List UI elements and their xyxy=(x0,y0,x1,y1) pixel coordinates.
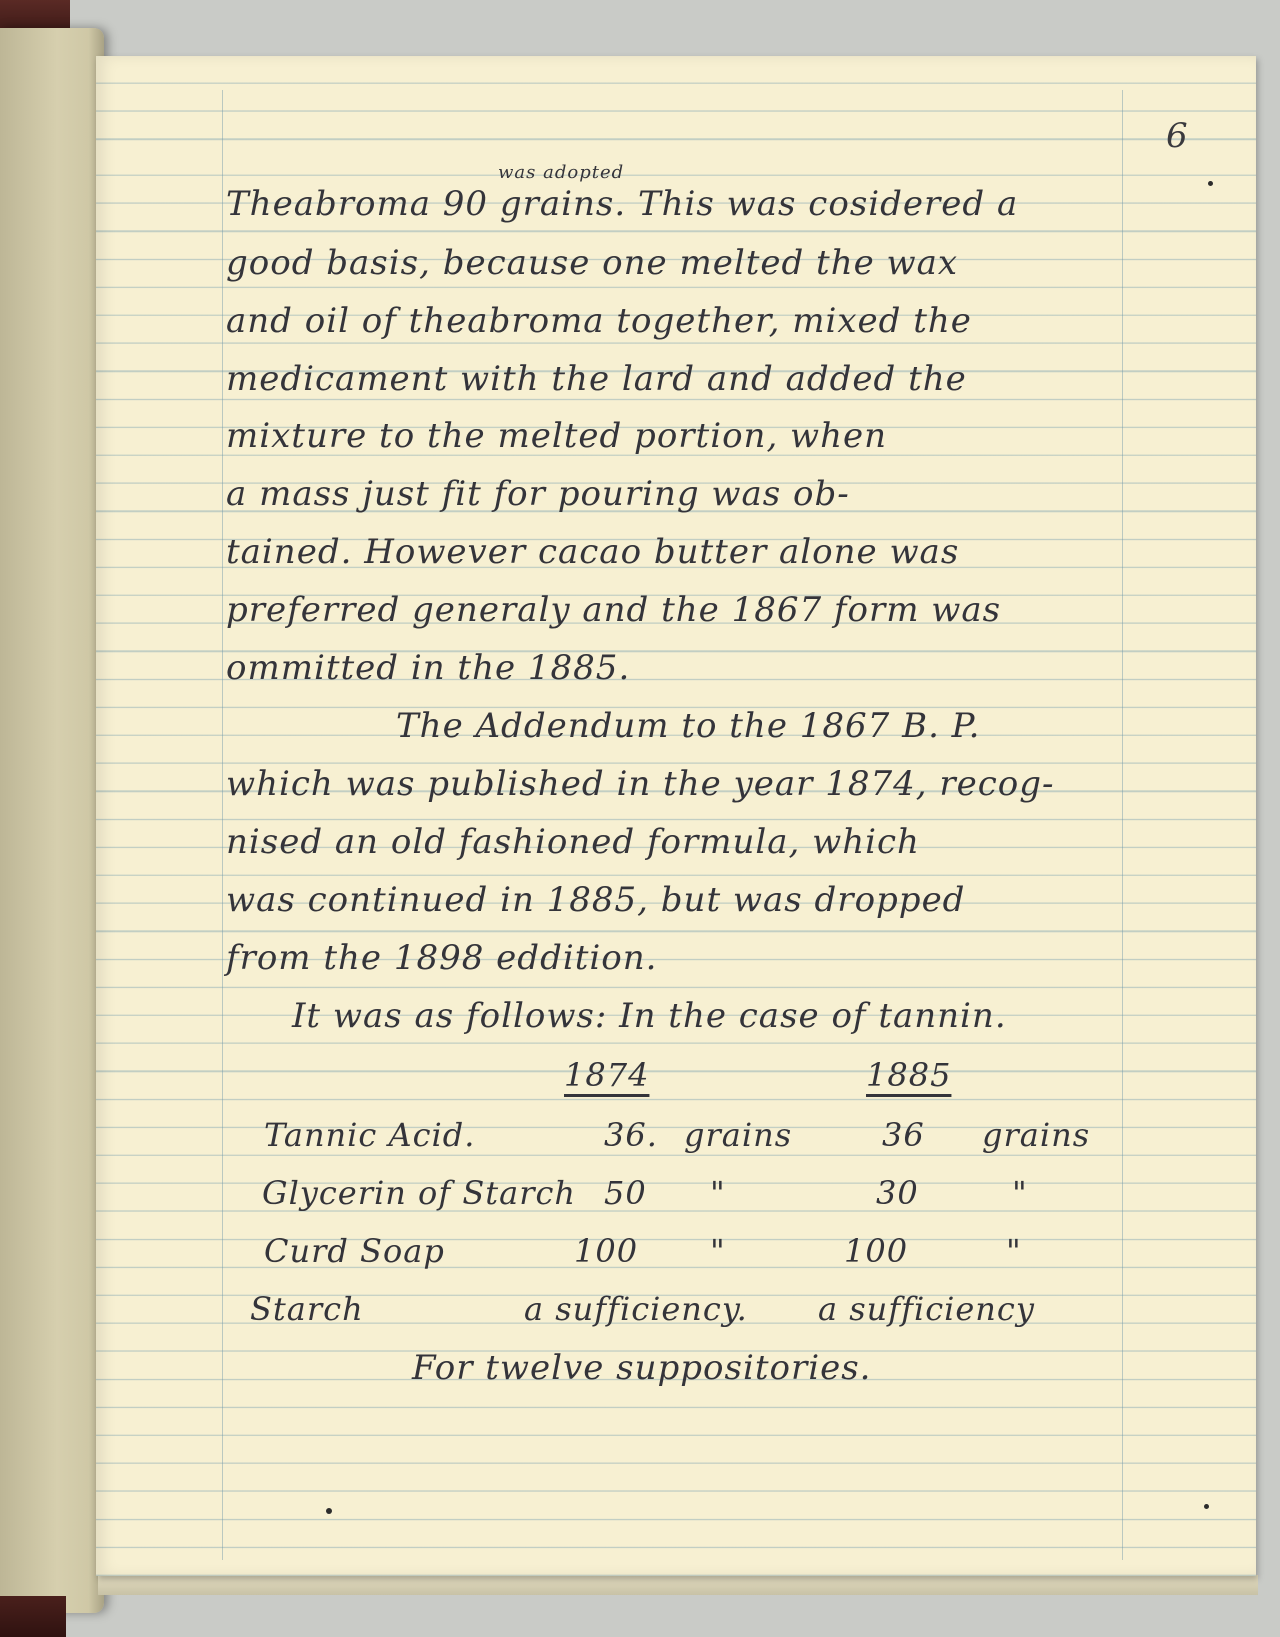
handwritten-line: It was as follows: In the case of tannin. xyxy=(292,996,1007,1036)
handwritten-line: which was published in the year 1874, recog- xyxy=(226,764,1055,804)
table-ditto-mark: " xyxy=(710,1232,726,1270)
paper-speck xyxy=(326,1508,332,1514)
handwritten-line: mixture to the melted portion, when xyxy=(226,416,888,456)
table-value: 30 xyxy=(876,1174,919,1212)
handwritten-line: nised an old fashioned formula, which xyxy=(226,822,920,862)
handwritten-line: from the 1898 eddition. xyxy=(226,938,658,978)
page-number: 6 xyxy=(1166,116,1188,156)
page-stack-edge xyxy=(98,1575,1258,1595)
ruled-notebook-page xyxy=(96,56,1256,1576)
table-value: a sufficiency xyxy=(818,1290,1035,1328)
handwritten-line: For twelve suppositories. xyxy=(412,1348,872,1388)
handwritten-line: medicament with the lard and added the xyxy=(226,359,967,399)
table-ingredient: Starch xyxy=(250,1290,364,1328)
handwritten-insertion: was adopted xyxy=(498,162,625,183)
paper-speck xyxy=(1204,1504,1209,1509)
handwritten-line: preferred generaly and the 1867 form was xyxy=(226,590,1002,630)
handwritten-line: The Addendum to the 1867 B. P. xyxy=(396,706,981,746)
handwritten-line: was continued in 1885, but was dropped xyxy=(226,880,966,920)
table-year-header: 1874 xyxy=(564,1056,650,1094)
table-ditto-mark: " xyxy=(1006,1232,1022,1270)
table-unit: grains xyxy=(684,1116,793,1154)
table-year-header: 1885 xyxy=(866,1056,952,1094)
handwritten-line: a mass just fit for pouring was ob- xyxy=(226,474,850,514)
table-ditto-mark: " xyxy=(1012,1174,1028,1212)
table-ditto-mark: " xyxy=(710,1174,726,1212)
table-value: 36 xyxy=(882,1116,925,1154)
handwritten-line: good basis, because one melted the wax xyxy=(226,243,959,283)
table-ingredient: Curd Soap xyxy=(264,1232,445,1270)
handwritten-line: ommitted in the 1885. xyxy=(226,648,631,688)
table-unit: grains xyxy=(982,1116,1091,1154)
table-value: 100 xyxy=(844,1232,909,1270)
table-ingredient: Tannic Acid. xyxy=(264,1116,476,1154)
book-cover-corner-bottom xyxy=(0,1596,66,1637)
table-value: 50 xyxy=(604,1174,647,1212)
left-margin-rule xyxy=(222,90,223,1560)
table-value: 100 xyxy=(574,1232,639,1270)
table-value: 36. xyxy=(604,1116,658,1154)
table-ingredient: Glycerin of Starch xyxy=(262,1174,577,1212)
table-value: a sufficiency. xyxy=(524,1290,748,1328)
handwritten-line: Theabroma 90 grains. This was cosidered a xyxy=(226,184,1019,224)
handwritten-line: and oil of theabroma together, mixed the xyxy=(226,301,972,341)
right-margin-rule xyxy=(1122,90,1123,1560)
handwritten-line: tained. However cacao butter alone was xyxy=(226,532,960,572)
paper-speck xyxy=(1208,181,1213,186)
left-page-edge xyxy=(0,28,104,1613)
